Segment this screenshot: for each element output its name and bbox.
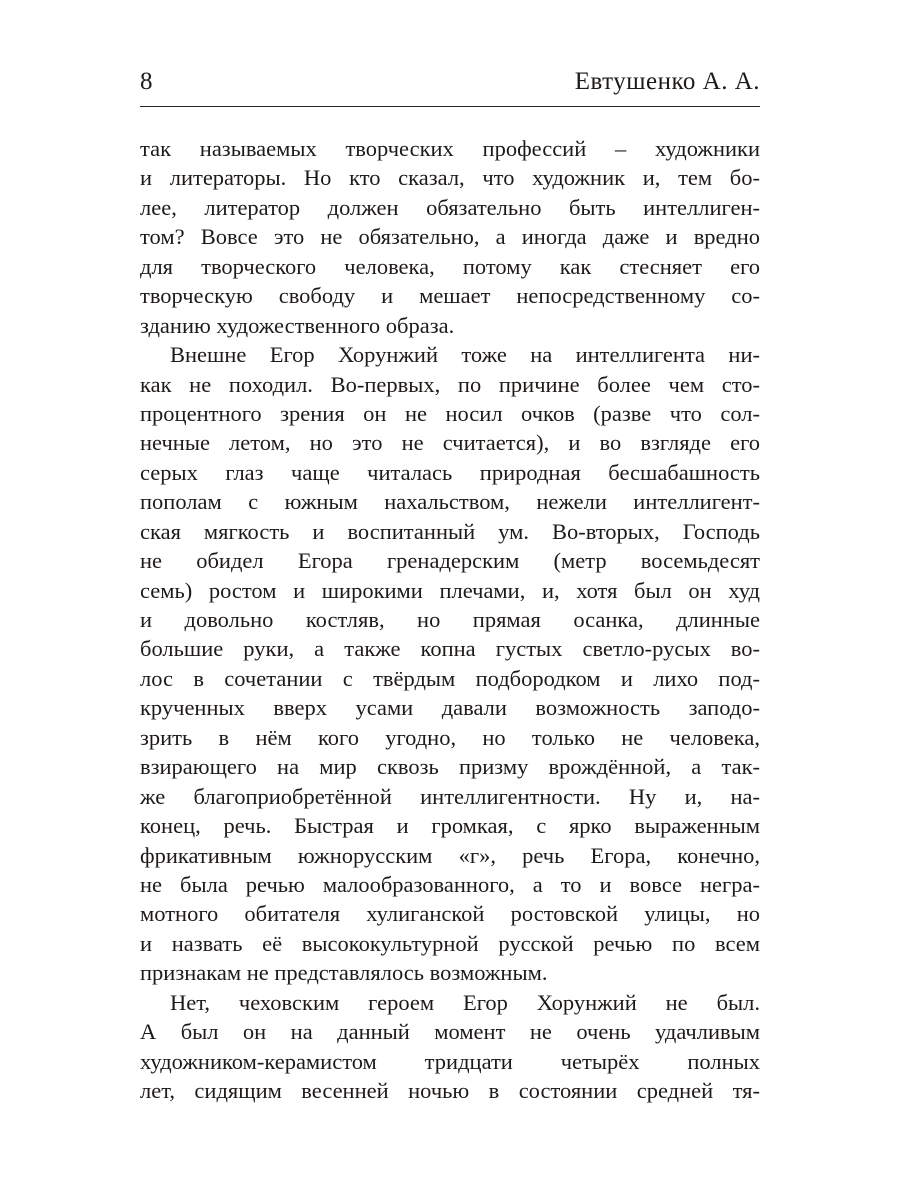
text-line: серых глаз чаще читалась природная бесшабашность bbox=[140, 459, 760, 485]
page-number: 8 bbox=[140, 68, 153, 95]
text-line: семь) ростом и широкими плечами, и, хотя был он худ bbox=[140, 577, 760, 603]
text-line: и довольно костляв, но прямая осанка, длинные bbox=[140, 607, 760, 632]
text-line: лее, литератор должен обязательно быть интеллиген- bbox=[140, 194, 760, 220]
text-line: ская мягкость и воспитанный ум. Во-вторых, Господь bbox=[140, 518, 760, 544]
running-header bbox=[140, 68, 760, 104]
text-line: процентного зрения он не носил очков (разве что сол- bbox=[140, 400, 760, 426]
paragraph bbox=[140, 134, 760, 340]
text-line: фрикативным южнорусским «г», речь Егора, конечно, bbox=[140, 842, 760, 868]
text-line: Нет, чеховским героем Егор Хорунжий не был. bbox=[170, 989, 760, 1015]
header-rule bbox=[140, 106, 760, 107]
text-line: взирающего на мир сквозь призму врождённой, а так- bbox=[140, 754, 760, 780]
text-line: зданию художественного образа. bbox=[140, 312, 455, 338]
text-line: и назвать её высококультурной русской речью по всем bbox=[140, 930, 760, 956]
text-line: крученных вверх усами давали возможность заподо- bbox=[140, 695, 760, 721]
text-line: не была речью малообразованного, а то и вовсе негра- bbox=[140, 871, 760, 897]
text-line: том? Вовсе это не обязательно, а иногда даже и вредно bbox=[140, 224, 760, 250]
text-line: художником-керамистом тридцати четырёх полных bbox=[140, 1048, 760, 1074]
text-line: для творческого человека, потому как стесняет его bbox=[140, 253, 760, 279]
text-line: же благоприобретённой интеллигентности. Ну и, на- bbox=[140, 783, 760, 809]
text-line: не обидел Егора гренадерским (метр восемьдесят bbox=[140, 548, 760, 574]
text-line: творческую свободу и мешает непосредственному со- bbox=[140, 283, 760, 309]
text-line: Внешне Егор Хорунжий тоже на интеллигента ни- bbox=[170, 342, 760, 368]
paragraph bbox=[140, 988, 760, 1106]
text-line: большие руки, а также копна густых светло-русых во- bbox=[140, 636, 760, 662]
text-line: нечные летом, но это не считается), и во взгляде его bbox=[140, 430, 760, 456]
body-text bbox=[140, 134, 760, 1105]
text-line: признакам не представлялось возможным. bbox=[140, 960, 548, 986]
text-line: мотного обитателя хулиганской ростовской улицы, но bbox=[140, 901, 760, 927]
text-line: конец, речь. Быстрая и громкая, с ярко выраженным bbox=[140, 813, 760, 839]
text-line: как не походил. Во-первых, по причине более чем сто- bbox=[140, 371, 760, 397]
text-line: пополам с южным нахальством, нежели интеллигент- bbox=[140, 489, 760, 515]
text-line: лет, сидящим весенней ночью в состоянии средней тя- bbox=[140, 1078, 760, 1103]
text-line: зрить в нём кого угодно, но только не человека, bbox=[140, 724, 760, 750]
running-title: Евтушенко А. А. bbox=[574, 68, 760, 95]
text-line: лос в сочетании с твёрдым подбородком и лихо под- bbox=[140, 665, 760, 691]
text-line: и литераторы. Но кто сказал, что художник и, тем бо- bbox=[140, 165, 760, 191]
paragraph bbox=[140, 340, 760, 988]
text-line: так называемых творческих профессий – художники bbox=[140, 136, 760, 161]
text-line: А был он на данный момент не очень удачливым bbox=[140, 1019, 760, 1045]
